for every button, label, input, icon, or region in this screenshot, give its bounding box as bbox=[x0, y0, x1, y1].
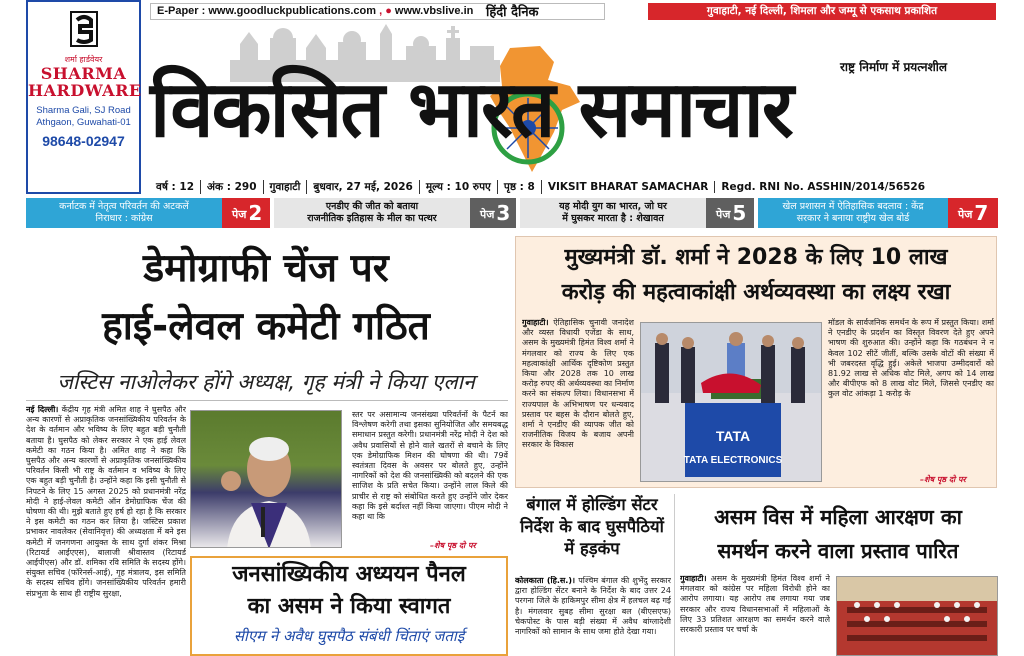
story1-body: नई दिल्ली। केंद्रीय गृह मंत्री अमित शाह ने घुसपैठ और अन्य कारणों से अप्राकृतिक जनसांख्यिकीय परिवर्तन के देश के वर्तमान और भविष्य के लिए बहुत बड़ी चुनौती बताया है। घुसपैठ को लेकर सरकार ने एक हाई लेवल कमेटी का गठन किया है। अमित शाह ने कहा कि घुसपैठ और अन्य कारणों से अप्राकृतिक जनसांख्यिकीय परिवर्तन किसी भी राष्ट्र के वर्तमान व भविष्य के लिए एक बहुत बड़ी चुनौती है। उन्होंने कहा कि इसी चुनौती से निपटने के लिए 15 अगस्त 2025 को प्रधानमंत्री नरेंद्र मोदी ने हाई-लेवल कमेटी ऑन डेमोग्राफिक चेंज की घोषणा की थी। मुझे बताते हुए हर्ष हो रहा है कि सरकार ने इस कमेटी का गठन कर लिया है। जस्टिस प्रकाश प्रभाकर नावलेकर (सेवानिवृत्त) की अध्यक्षता में बने इस कमेटी में जनगणना आयुक्त के साथ दुर्गा शंकर मिश्रा (रिटायर्ड आईएएस), बालाजी श्रीवास्तव (रिटायर्ड आईपीएस) और डॉ. शमिका रवि समिति के सदस्य होंगे। संयुक्त सचिव (फॉरेनर्स-आई), गृह मंत्रालय, इस समिति के सदस्य सचिव होंगे। जनसांख्यिकीय परिवर्तन हमारी संप्रभुता के साथ ही राष्ट्रीय सुरक्षा, bbox=[26, 405, 186, 598]
teaser-2[interactable]: एनडीए की जीत को बताया राजनीतिक इतिहास के मील का पत्थर bbox=[274, 198, 470, 228]
teaser-1-page[interactable]: पेज 2 bbox=[222, 198, 270, 228]
issue-date: बुधवार, 27 मई, 2026 bbox=[307, 180, 420, 194]
editions-strip: गुवाहाटी, नई दिल्ली, शिमला और जम्मू से एकसाथ प्रकाशित bbox=[648, 3, 996, 20]
population-panel-box[interactable] bbox=[190, 556, 508, 656]
story1-continued-link[interactable]: –शेष पृष्ठ दो पर bbox=[430, 541, 476, 550]
bengal-headline[interactable]: बंगाल में होल्डिंग सेंटर निर्देश के बाद घुसपैठियों में हड़कंप bbox=[520, 495, 664, 558]
issue-price: मूल्य : 10 रुपए bbox=[420, 180, 498, 194]
event-photo-icon bbox=[641, 323, 822, 482]
ad-address-line1: Sharma Gali, SJ Road bbox=[36, 105, 131, 116]
story1-body-continued: स्तर पर असामान्य जनसंख्या परिवर्तनों के पैटर्न का विश्लेषण करेगी तथा इसका सुनियोजित और समयबद्ध समाधान प्रस्तुत करेगी। प्रधानमंत्री नरेंद्र मोदी ने देश को अवैध प्रवासियों से होने वाले खतरों से बचाने के लिए एक डेमोग्राफिक मिशन की घोषणा की थी। 79वें स्वतंत्रता दिवस के अवसर पर बोलते हुए, उन्होंने नागरिकों को देश की जनसांख्यिकी को बदलने की एक साजिश के प्रति सचेत किया। उन्होंने लाल किले की प्राचीर से राष्ट्र को संबोधित करते हुए उन्होंने जोर देकर कहा कि इसे बर्दाश्त नहीं किया जाएगा। पीएम मोदी ने कहा था कि bbox=[352, 410, 508, 522]
assembly-photo bbox=[836, 576, 998, 656]
assembly-hall-icon bbox=[837, 577, 998, 656]
amit-shah-photo bbox=[190, 410, 342, 548]
sharma-hardware-ad bbox=[26, 0, 141, 194]
ad-phone: 98648-02947 bbox=[42, 133, 125, 149]
ad-hindi-name: शर्मा हार्डवेयर bbox=[64, 55, 103, 64]
teaser-3-page[interactable]: पेज 5 bbox=[706, 198, 754, 228]
issue-city: गुवाहाटी bbox=[264, 180, 308, 194]
masthead-title: विकसित भारत समाचार bbox=[150, 65, 792, 155]
issue-pages: पृष्ठ : 8 bbox=[498, 180, 542, 194]
story1-headline[interactable]: डेमोग्राफी चेंज पर हाई-लेवल कमेटी गठित bbox=[102, 246, 430, 349]
story1-subhead: जस्टिस नाओलेकर होंगे अध्यक्ष, गृह मंत्री ने किया एलान bbox=[57, 370, 475, 394]
cm-story-body: गुवाहाटी। ऐतिहासिक चुनावी जनादेश और व्यस्त विधायी एजेंडा के साथ, असम के मुख्यमंत्री हिमंत विश्व शर्मा ने मंगलवार को राज्य के लिए एक महत्वाकांक्षी आर्थिक दृष्टिकोण प्रस्तुत किया और 2028 तक 10 लाख करोड़ रुपए की अर्थव्यवस्था का निर्माण करने का संकल्प लिया। विधानसभा में राज्यपाल के अभिभाषण पर धन्यवाद प्रस्ताव पर बहस के दौरान बोलते हुए, शर्मा ने एनडीए की व्यापक जीत को राजनीतिक विजय के बजाय अपनी सरकार के विकास bbox=[522, 318, 634, 450]
tagline: राष्ट्र निर्माण में प्रयत्नशील bbox=[840, 60, 947, 74]
site-link[interactable]: www.vbslive.in bbox=[394, 5, 474, 17]
registration-number: Regd. RNI No. ASSHIN/2014/56526 bbox=[721, 180, 926, 193]
cm-story-headline[interactable]: मुख्यमंत्री डॉ. शर्मा ने 2028 के लिए 10 लाख करोड़ की महत्वाकांक्षी अर्थव्यवस्था का लक्ष्य रखा bbox=[561, 245, 951, 305]
sharma-logo-icon bbox=[68, 10, 100, 48]
box-headline-1: जनसांख्यिकीय अध्ययन पैनल bbox=[232, 562, 466, 587]
ad-address-line2: Athgaon, Guwahati-01 bbox=[36, 117, 131, 128]
daily-label: हिंदी दैनिक bbox=[486, 5, 539, 20]
issue-number: अंक : 290 bbox=[201, 180, 264, 194]
photo-tata-electronics: TATA ELECTRONICS bbox=[683, 455, 783, 466]
assam-headline[interactable]: असम विस में महिला आरक्षण का समर्थन करने वाला प्रस्ताव पारित bbox=[714, 505, 962, 563]
teaser-bar bbox=[26, 198, 998, 230]
cm-story-body-continued: मॉडल के सार्वजनिक समर्थन के रूप में प्रस्तुत किया। शर्मा ने एनडीए के प्रदर्शन का विस्तृत विवरण देते हुए अपने भाषण की शुरुआत की। उन्होंने कहा कि गठबंधन ने न केवल 102 सीटें जीतीं, बल्कि उसके वोटों की संख्या में भी जबरदस्त वृद्धि हुई। अकेले भाजपा उम्मीदवारों को 81.92 लाख से अधिक वोट मिले, अगप को 14 लाख और बीपीएफ को 8 लाख वोट मिले, जिससे एनडीए का कुल वोट आंकड़ा 1 करोड़ के bbox=[828, 318, 994, 399]
epaper-strip: E-Paper : www.goodluckpublications.com , ● www.vbslive.in bbox=[150, 3, 605, 20]
ad-brand-line1: SHARMA bbox=[40, 64, 127, 83]
cm-continued-link[interactable]: –शेष पृष्ठ दो पर bbox=[920, 475, 966, 484]
paper-name-en: VIKSIT BHARAT SAMACHAR bbox=[542, 181, 716, 193]
teaser-2-page[interactable]: पेज 3 bbox=[470, 198, 516, 228]
teaser-3[interactable]: यह मोदी युग का भारत, जो घर में घुसकर मारता है : शेखावत bbox=[520, 198, 706, 228]
epaper-label[interactable]: E-Paper : www.goodluckpublications.com bbox=[157, 5, 377, 17]
photo-tata-logo: TATA bbox=[715, 428, 751, 444]
teaser-4[interactable]: खेल प्रशासन में ऐतिहासिक बदलाव : केंद्र सरकार ने बनाया राष्ट्रीय खेल बोर्ड bbox=[758, 198, 948, 228]
person-photo-icon bbox=[191, 411, 342, 548]
issue-info-bar bbox=[150, 178, 1000, 195]
assam-body: गुवाहाटी। असम के मुख्यमंत्री हिमंत विश्व शर्मा ने मंगलवार को कांग्रेस पर महिला विरोधी होने का आरोप लगाया। यह आरोप तब लगाया गया जब सरकार और राज्य विधानसभाओं में महिलाओं के लिए 33 प्रतिशत आरक्षण का समर्थन करने वाले सरकारी प्रस्ताव पर चर्चा के bbox=[680, 574, 830, 635]
ad-brand-line2: HARDWARE bbox=[28, 81, 142, 100]
teaser-4-page[interactable]: पेज 7 bbox=[948, 198, 998, 228]
box-headline-2: का असम ने किया स्वागत bbox=[247, 594, 451, 619]
teaser-1[interactable]: कर्नाटक में नेतृत्व परिवर्तन की अटकलें निराधार : कांग्रेस bbox=[26, 198, 222, 228]
bengal-body: कोलकाता (हि.स.)। पश्चिम बंगाल की शुभेंदु सरकार द्वारा होल्डिंग सेंटर बनाने के निर्देश के बाद उत्तर 24 परगना जिले के हाकिमपुर सीमा क्षेत्र में हलचल बढ़ गई है। मंगलवार सुबह सीमा सुरक्षा बल (बीएसएफ) चेकपोस्ट के पास बड़ी संख्या में अवैध बांग्लादेशी नागरिकों को सामान के साथ जमा होते देखा गया। bbox=[515, 576, 671, 637]
box-subhead: सीएम ने अवैध घुसपैठ संबंधी चिंताएं जताई bbox=[233, 627, 465, 645]
issue-year: वर्ष : 12 bbox=[150, 180, 201, 194]
tata-electronics-photo bbox=[640, 322, 822, 482]
